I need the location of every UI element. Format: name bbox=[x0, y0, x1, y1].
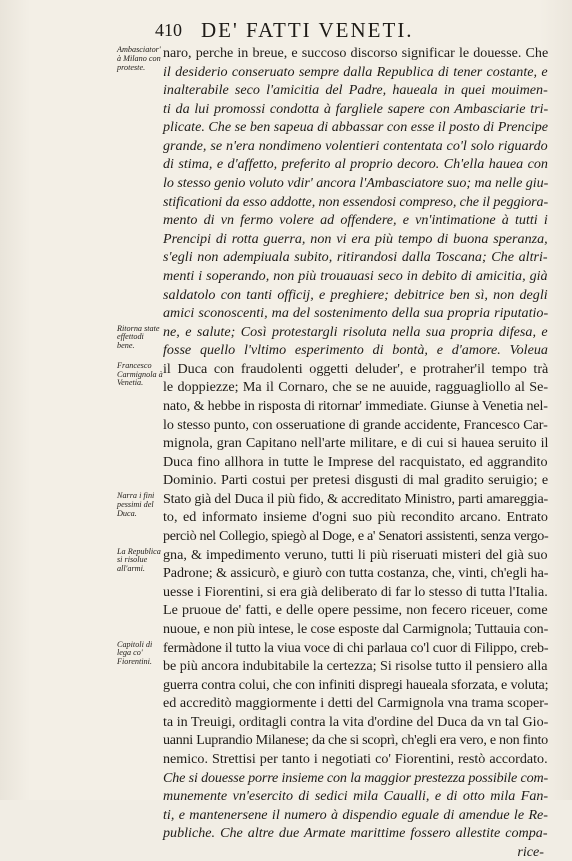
text-line: ne, e salute; Così protestargli risoluta nella sua propria difesa, e bbox=[163, 323, 548, 340]
text-line: Prencipi di rotta guerra, non vi era più tempo di buona speranza, bbox=[163, 230, 548, 247]
text-line: stificationi da esso addotte, non essendosi compreso, che il peggiora- bbox=[163, 193, 549, 210]
text-line: inalterabile seco l'amicitia del Padre, haueala in quei mouimen- bbox=[163, 82, 548, 99]
text-line: s'egli non adempiuala subito, ritirandosi dalla Toscana; Che altri- bbox=[163, 249, 548, 266]
text-line: saldatolo con tanti officij, e preghiere; debitrice ben sì, non degli bbox=[163, 286, 548, 303]
text-line: Le pruoue de' fatti, e delle opere pessime, non fecero riceuer, come bbox=[163, 602, 548, 619]
text-line: fosse quello l'vltimo esperimento di bontà, e d'amore. Voleua bbox=[163, 342, 548, 359]
text-line: rice- bbox=[517, 843, 544, 860]
text-line: Che si douesse porre insieme con la maggior prestezza possibile com- bbox=[163, 769, 549, 786]
page-header bbox=[155, 20, 515, 46]
margin-note: Ambasciator' à Milano con proteste. bbox=[117, 45, 161, 72]
text-line: lo stesso genio voluto vdir' ancora l'Ambasciatore suo; ma nelle giu- bbox=[163, 175, 549, 192]
text-line: fermàdone il tutto la viua voce di chi parlaua co'l cuor di Filippo, creb- bbox=[163, 639, 549, 656]
text-line: nuoue, e non più intese, le cose esposte dal Carmignola; Tuttauia con- bbox=[163, 620, 549, 637]
margin-note: Capitoli di lega co' Fiorentini. bbox=[117, 639, 153, 667]
text-line: menti i soperando, non più trouauasi seco in debito di amicitia, già bbox=[163, 267, 548, 284]
text-line: grande, se n'era nondimeno volentieri contentata co'l solo riguardo bbox=[163, 137, 548, 154]
text-line: il desiderio conseruato sempre dalla Republica di tener costante, e bbox=[163, 63, 548, 80]
text-line: ed accreditò maggiormente i detti del Carmignola vna trama scoper- bbox=[163, 695, 549, 712]
running-title: DE' FATTI VENETI. bbox=[201, 18, 414, 42]
body-text bbox=[163, 44, 548, 861]
text-line: ta in Treuigi, orditagli contra la vita d'ordine del Duca da vn tal Gio- bbox=[163, 713, 549, 730]
text-line: amici sconoscenti, ma del sostenimento della sua propria riputatio- bbox=[163, 305, 549, 322]
text-line: munemente vn'esercito di sedici mila Caualli, e di otto mila Fan- bbox=[163, 788, 549, 805]
text-line: Duca fino allhora in tutte le Imprese del racquistato, ed aggrandito bbox=[163, 453, 548, 470]
margin-note: Francesco Carmignola à Venetia. bbox=[117, 360, 163, 388]
text-line: be più ancora indubitabile la certezza; Si risolse tutto il pensiero alla bbox=[163, 658, 548, 675]
text-line: Dominio. Parti costui per pretesi disgusti di mal gradito seruigio; e bbox=[163, 472, 549, 489]
text-line: uanni Luprandio Milanese; da che si scoprì, ch'egli era vero, e non finto bbox=[163, 732, 548, 749]
text-line: perciò nel Collegio, spiegò al Doge, e a' Senatori assistenti, senza vergo- bbox=[163, 528, 549, 545]
text-line: nemico. Strettisi per tanto i negotiati co' Fiorentini, restò accordato. bbox=[163, 750, 548, 767]
text-line: mento di vn fermo volere ad offendere, e vn'intimatione à tutti i bbox=[163, 212, 548, 229]
text-line: publiche. Che altre due Armate marittime fossero allestite compa- bbox=[163, 825, 548, 842]
text-line: lo stesso punto, con osseruatione di grande accidente, Francesco Car- bbox=[163, 416, 548, 433]
page-number: 410 bbox=[155, 20, 182, 40]
text-line: Padrone; & assicurò, e giurò con tutta costanza, che, vinti, ch'egli ha- bbox=[163, 565, 549, 582]
text-line: plicate. Che se ben sapeua di abbassar con esse il posto di Prencipe bbox=[163, 119, 549, 136]
text-line: naro, perche in breue, e succoso discorso significar le douesse. Che bbox=[163, 45, 549, 61]
text-line: il Duca con fraudolenti oggetti deluder', e protraher'il tempo trà bbox=[163, 360, 549, 377]
text-line: guerra contra colui, che con infiniti dispregi haueala sforzata, e voluta; bbox=[163, 676, 549, 693]
text-line: Stato già del Duca il più fido, & accreditato Ministro, parti amareggia- bbox=[163, 490, 549, 507]
text-line: ti, e mantenersene il numero à dispendio eguale di amendue le Re- bbox=[163, 806, 548, 823]
text-line: le doppiezze; Ma il Cornaro, che se ne auuide, ragguagliollo al Se- bbox=[163, 379, 549, 396]
text-line: to, ed informato insieme d'ogni suo più recondito arcano. Entrato bbox=[163, 509, 548, 526]
text-line: di stima, e d'affetto, preferito al proprio decoro. Ch'ella hauea con bbox=[163, 156, 548, 173]
text-line: gna, & impedimento veruno, tutti li più riseruati misteri del già suo bbox=[163, 546, 548, 563]
margin-note: La Republica si risolue all'armi. bbox=[117, 546, 161, 574]
text-line: mignola, gran Capitano nell'arte militare, e di cui si hauea seruito il bbox=[163, 435, 549, 452]
margin-note: Narra i fini pessimi del Duca. bbox=[117, 490, 155, 518]
margin-note: Ritorna state effettodi bene. bbox=[117, 323, 160, 351]
text-line: nato, & hebbe in risposta di ritornar' immediate. Giunse à Venetia nel- bbox=[163, 397, 548, 414]
text-line: ti da lui promossi condotta à fargliele sapere con Ambasciarie tri- bbox=[163, 100, 549, 117]
text-line: uesse i Fiorentini, si era già deliberato di far lo stesso di tutta l'Italia. bbox=[163, 583, 548, 600]
